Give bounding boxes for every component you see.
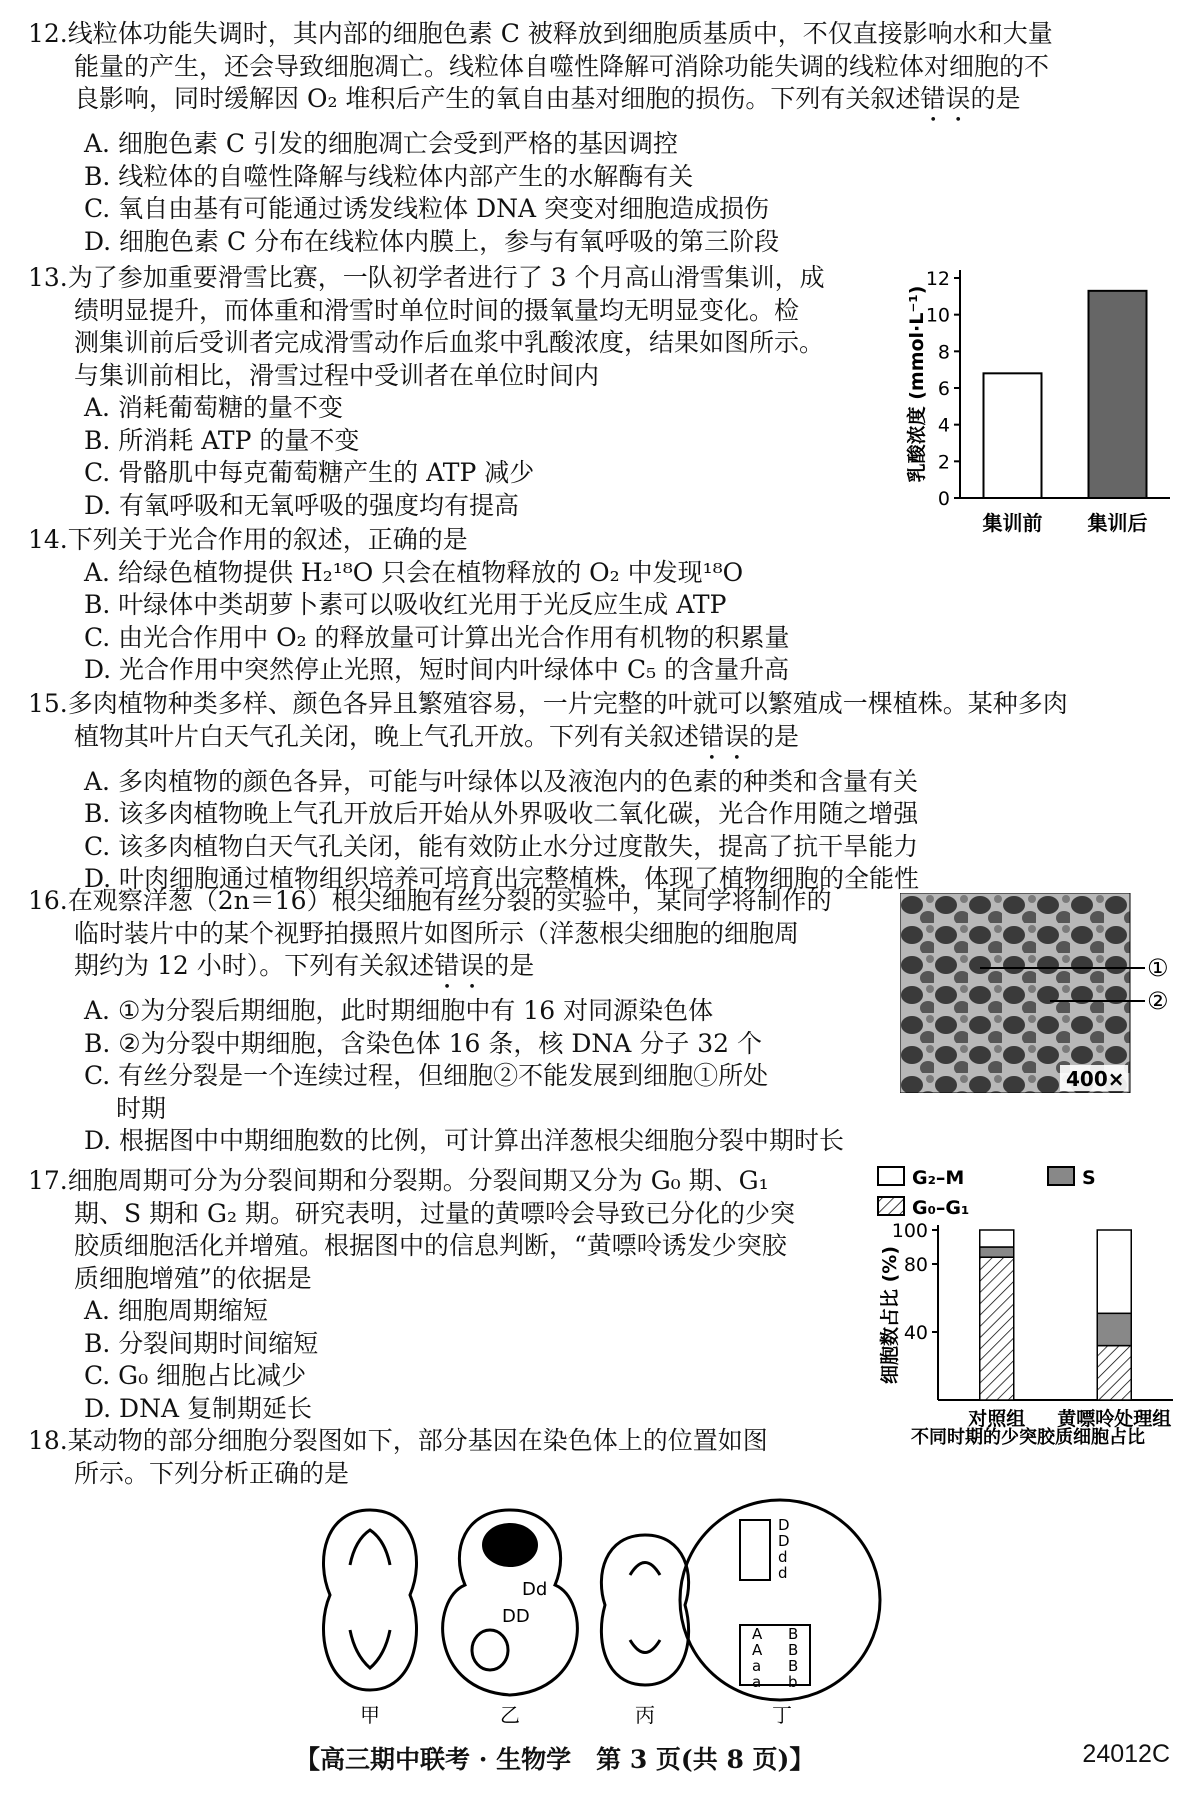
question-15	[28, 688, 1068, 896]
svg-text:D: D	[778, 1532, 790, 1550]
gene-dd-homo: DD	[502, 1606, 530, 1627]
y-tick-label: 2	[937, 451, 950, 474]
svg-text:甲: 甲	[360, 1703, 380, 1727]
question-16	[28, 885, 844, 1158]
stacked-segment	[980, 1230, 1014, 1247]
category-label: 黄嘌呤处理组	[1057, 1408, 1172, 1430]
legend-label: S	[1082, 1167, 1096, 1189]
svg-text:D: D	[778, 1516, 790, 1534]
category-label: 集训前	[982, 511, 1043, 535]
cell-ding	[680, 1500, 880, 1727]
category-label: 对照组	[968, 1408, 1026, 1430]
question-stem: 12.线粒体功能失调时，其内部的细胞色素 C 被释放到细胞质基质中，不仅直接影响水和大量 能量的产生，还会导致细胞凋亡。线粒体自噬性降解可消除功能失调的线粒体对细胞的不 良影响，同时缓解因 O₂ 堆积后产生的氧自由基对细胞的损伤。下列有关叙述错误的是	[28, 19, 1053, 113]
option-a: A. 多肉植物的颜色各异，可能与叶绿体以及液泡内的色素的种类和含量有关	[84, 766, 918, 796]
option-b: B. ②为分裂中期细胞，含染色体 16 条，核 DNA 分子 32 个	[84, 1028, 762, 1058]
legend-swatch	[878, 1167, 904, 1185]
question-stem: 14.下列关于光合作用的叙述，正确的是	[28, 525, 468, 554]
svg-text:B: B	[788, 1657, 799, 1675]
option-c: C. 骨骼肌中每克葡萄糖产生的 ATP 减少	[84, 458, 535, 487]
y-axis-label: 细胞数占比 (%)	[879, 1245, 901, 1385]
svg-text:d: d	[778, 1548, 788, 1566]
question-14	[28, 524, 790, 687]
option-a: A. 给绿色植物提供 H₂¹⁸O 只会在植物释放的 O₂ 中发现¹⁸O	[84, 557, 744, 587]
y-tick-label: 10	[925, 304, 950, 327]
lactate-bar-chart	[905, 260, 1180, 535]
option-c: C. 该多肉植物白天气孔关闭，能有效防止水分过度散失，提高了抗干旱能力	[84, 831, 919, 861]
question-stem: 17.细胞周期可分为分裂间期和分裂期。分裂间期又分为 G₀ 期、G₁ 期、S 期和 G₂ 期。研究表明，过量的黄嘌呤会导致已分化的少突 胶质细胞活化并增殖。根据图中的信息判断，“黄嘌呤诱发少突胶 质细胞增殖”的依据是	[28, 1166, 795, 1293]
micrograph-field	[900, 893, 1130, 1093]
stacked-segment	[1097, 1346, 1131, 1400]
question-18	[28, 1425, 768, 1490]
svg-text:丁: 丁	[772, 1703, 792, 1727]
question-stem: 15.多肉植物种类多样、颜色各异且繁殖容易，一片完整的叶就可以繁殖成一棵植株。某种多肉 植物其叶片白天气孔关闭，晚上气孔开放。下列有关叙述错误的是	[28, 689, 1068, 751]
option-b: B. 分裂间期时间缩短	[84, 1328, 319, 1358]
cell-division-diagrams	[300, 1490, 900, 1730]
question-stem: 18.某动物的部分细胞分裂图如下，部分基因在染色体上的位置如图 所示。下列分析正确的是	[28, 1426, 768, 1488]
cell-jia	[323, 1510, 416, 1727]
cell-cycle-stacked-chart	[868, 1155, 1180, 1450]
option-c: C. 氧自由基有可能通过诱发线粒体 DNA 突变对细胞造成损伤	[84, 194, 769, 223]
option-d: D. 细胞色素 C 分布在线粒体内膜上，参与有氧呼吸的第三阶段	[84, 226, 780, 256]
option-a: A. ①为分裂后期细胞，此时期细胞中有 16 对同源染色体	[84, 996, 714, 1025]
legend-label: G₂–M	[912, 1167, 965, 1189]
svg-text:d: d	[778, 1564, 788, 1582]
stacked-segment	[1097, 1313, 1131, 1345]
option-b: B. 所消耗 ATP 的量不变	[84, 425, 360, 455]
svg-text:乙: 乙	[500, 1703, 520, 1727]
svg-text:①: ①	[1147, 954, 1169, 982]
bar-1	[984, 373, 1042, 498]
question-stem: 13.为了参加重要滑雪比赛，一队初学者进行了 3 个月高山滑雪集训，成 绩明显提升，而体重和滑雪时单位时间的摄氧量均无明显变化。检 测集训前后受训者完成滑雪动作后血浆中乳酸浓度，结果如图所示。 与集训前相比，滑雪过程中受训者在单位时间内	[28, 263, 825, 390]
category-label: 集训后	[1087, 511, 1148, 535]
svg-text:b: b	[788, 1673, 798, 1691]
stacked-segment	[980, 1247, 1014, 1257]
question-13	[28, 262, 825, 522]
cell-yi	[443, 1510, 578, 1727]
legend-swatch	[878, 1197, 904, 1215]
magnification-label: 400×	[1066, 1067, 1125, 1091]
cell-bing	[601, 1535, 688, 1727]
stacked-segment	[1097, 1230, 1131, 1313]
y-axis-label: 乳酸浓度 (mmol·L⁻¹)	[906, 285, 928, 483]
y-tick-label: 0	[937, 488, 950, 510]
bar-2	[1089, 291, 1147, 498]
option-b: B. 叶绿体中类胡萝卜素可以吸收红光用于光反应生成 ATP	[84, 590, 727, 619]
y-tick-label: 100	[891, 1220, 928, 1242]
gene-dd-hetero: Dd	[522, 1579, 548, 1600]
option-c: C. 由光合作用中 O₂ 的释放量可计算出光合作用有机物的积累量	[84, 622, 790, 652]
y-tick-label: 40	[903, 1322, 928, 1344]
chart-caption: 不同时期的少突胶质细胞占比	[911, 1427, 1145, 1448]
stacked-segment	[980, 1257, 1014, 1400]
question-12	[28, 18, 1053, 258]
option-d: D. 根据图中中期细胞数的比例，可计算出洋葱根尖细胞分裂中期时长	[84, 1126, 845, 1155]
y-tick-label: 80	[903, 1254, 928, 1276]
legend-swatch	[1048, 1167, 1074, 1185]
y-tick-label: 4	[937, 414, 950, 437]
option-c-continued: 时期	[116, 1093, 167, 1123]
option-c: C. G₀ 细胞占比减少	[84, 1361, 307, 1390]
option-a: A. 消耗葡萄糖的量不变	[84, 393, 343, 422]
option-d: D. 有氧呼吸和无氧呼吸的强度均有提高	[84, 490, 520, 520]
option-b: B. 该多肉植物晚上气孔开放后开始从外界吸收二氧化碳，光合作用随之增强	[84, 799, 919, 828]
footer-title: 【高三期中联考 · 生物学 第 3 页(共 8 页)】	[295, 1745, 815, 1774]
onion-root-micrograph	[900, 893, 1175, 1093]
svg-text:B: B	[788, 1641, 799, 1659]
option-d: D. 光合作用中突然停止光照，短时间内叶绿体中 C₅ 的含量升高	[84, 655, 790, 684]
option-d: D. DNA 复制期延长	[84, 1393, 312, 1423]
paper-code: 24012C	[1082, 1740, 1170, 1768]
svg-text:B: B	[788, 1625, 799, 1643]
question-17	[28, 1165, 795, 1425]
option-c: C. 有丝分裂是一个连续过程，但细胞②不能发展到细胞①所处	[84, 1061, 769, 1090]
svg-text:a: a	[752, 1673, 762, 1691]
svg-text:②: ②	[1147, 987, 1169, 1015]
y-tick-label: 12	[925, 268, 950, 290]
option-a: A. 细胞周期缩短	[84, 1296, 268, 1325]
svg-text:A: A	[752, 1641, 763, 1659]
option-b: B. 线粒体的自噬性降解与线粒体内部产生的水解酶有关	[84, 161, 694, 191]
svg-text:A: A	[752, 1625, 763, 1643]
option-a: A. 细胞色素 C 引发的细胞凋亡会受到严格的基因调控	[84, 129, 678, 158]
y-tick-label: 8	[937, 341, 950, 364]
y-tick-label: 6	[937, 378, 950, 400]
svg-text:丙: 丙	[635, 1703, 655, 1727]
question-stem: 16.在观察洋葱（2n＝16）根尖细胞有丝分裂的实验中，某同学将制作的 临时装片中的某个视野拍摄照片如图所示（洋葱根尖细胞的细胞周 期约为 12 小时）。下列有关叙述错误的是	[28, 886, 832, 980]
option-d: D. 叶肉细胞通过植物组织培养可培育出完整植株，体现了植物细胞的全能性	[84, 864, 920, 893]
legend-label: G₀–G₁	[912, 1197, 970, 1219]
svg-text:a: a	[752, 1657, 762, 1675]
